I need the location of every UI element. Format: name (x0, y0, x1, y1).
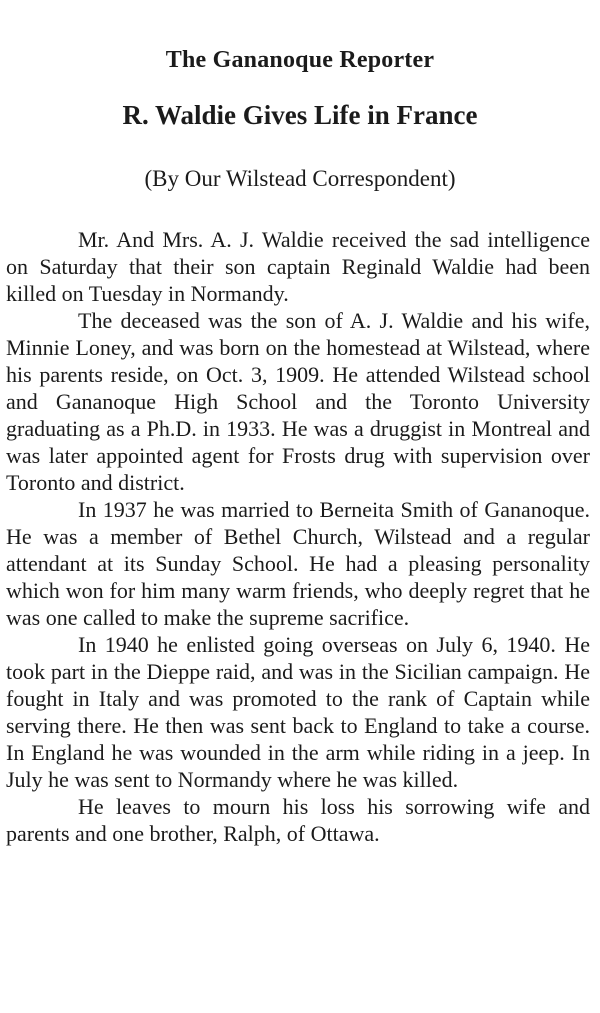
paragraph: In 1937 he was married to Berneita Smith of Gananoque. He was a member of Bethel Church, Wilstead and a regular attendant at its Sunday School. He had a pleasing personality which won for him many warm friends, who deeply regret that he was one called to make the supreme sacrifice. (6, 497, 590, 630)
masthead: The Gananoque Reporter (165, 47, 435, 73)
byline: (By Our Wilstead Correspondent) (144, 166, 456, 191)
paragraph: The deceased was the son of A. J. Waldie and his wife, Minnie Loney, and was born on the homestead at Wilstead, where his parents reside, on Oct. 3, 1909. He attended Wilstead school and Gananoque High School and the Toronto University graduating as a Ph.D. in 1933. He was a druggist in Montreal and was later appointed agent for Frosts drug with supervision over Toronto and district. (6, 308, 590, 495)
headline: R. Waldie Gives Life in France (122, 100, 478, 130)
paragraph: He leaves to mourn his loss his sorrowing wife and parents and one brother, Ralph, of Ottawa. (6, 794, 590, 846)
paragraph: Mr. And Mrs. A. J. Waldie received the sad intelligence on Saturday that their son captain Reginald Waldie had been killed on Tuesday in Normandy. (6, 227, 590, 306)
article-body (0, 226, 600, 847)
paragraph: In 1940 he enlisted going overseas on July 6, 1940. He took part in the Dieppe raid, and was in the Sicilian campaign. He fought in Italy and was promoted to the rank of Captain while serving there. He then was sent back to England to take a course. In England he was wounded in the arm while riding in a jeep. In July he was sent to Normandy where he was killed. (6, 632, 590, 792)
